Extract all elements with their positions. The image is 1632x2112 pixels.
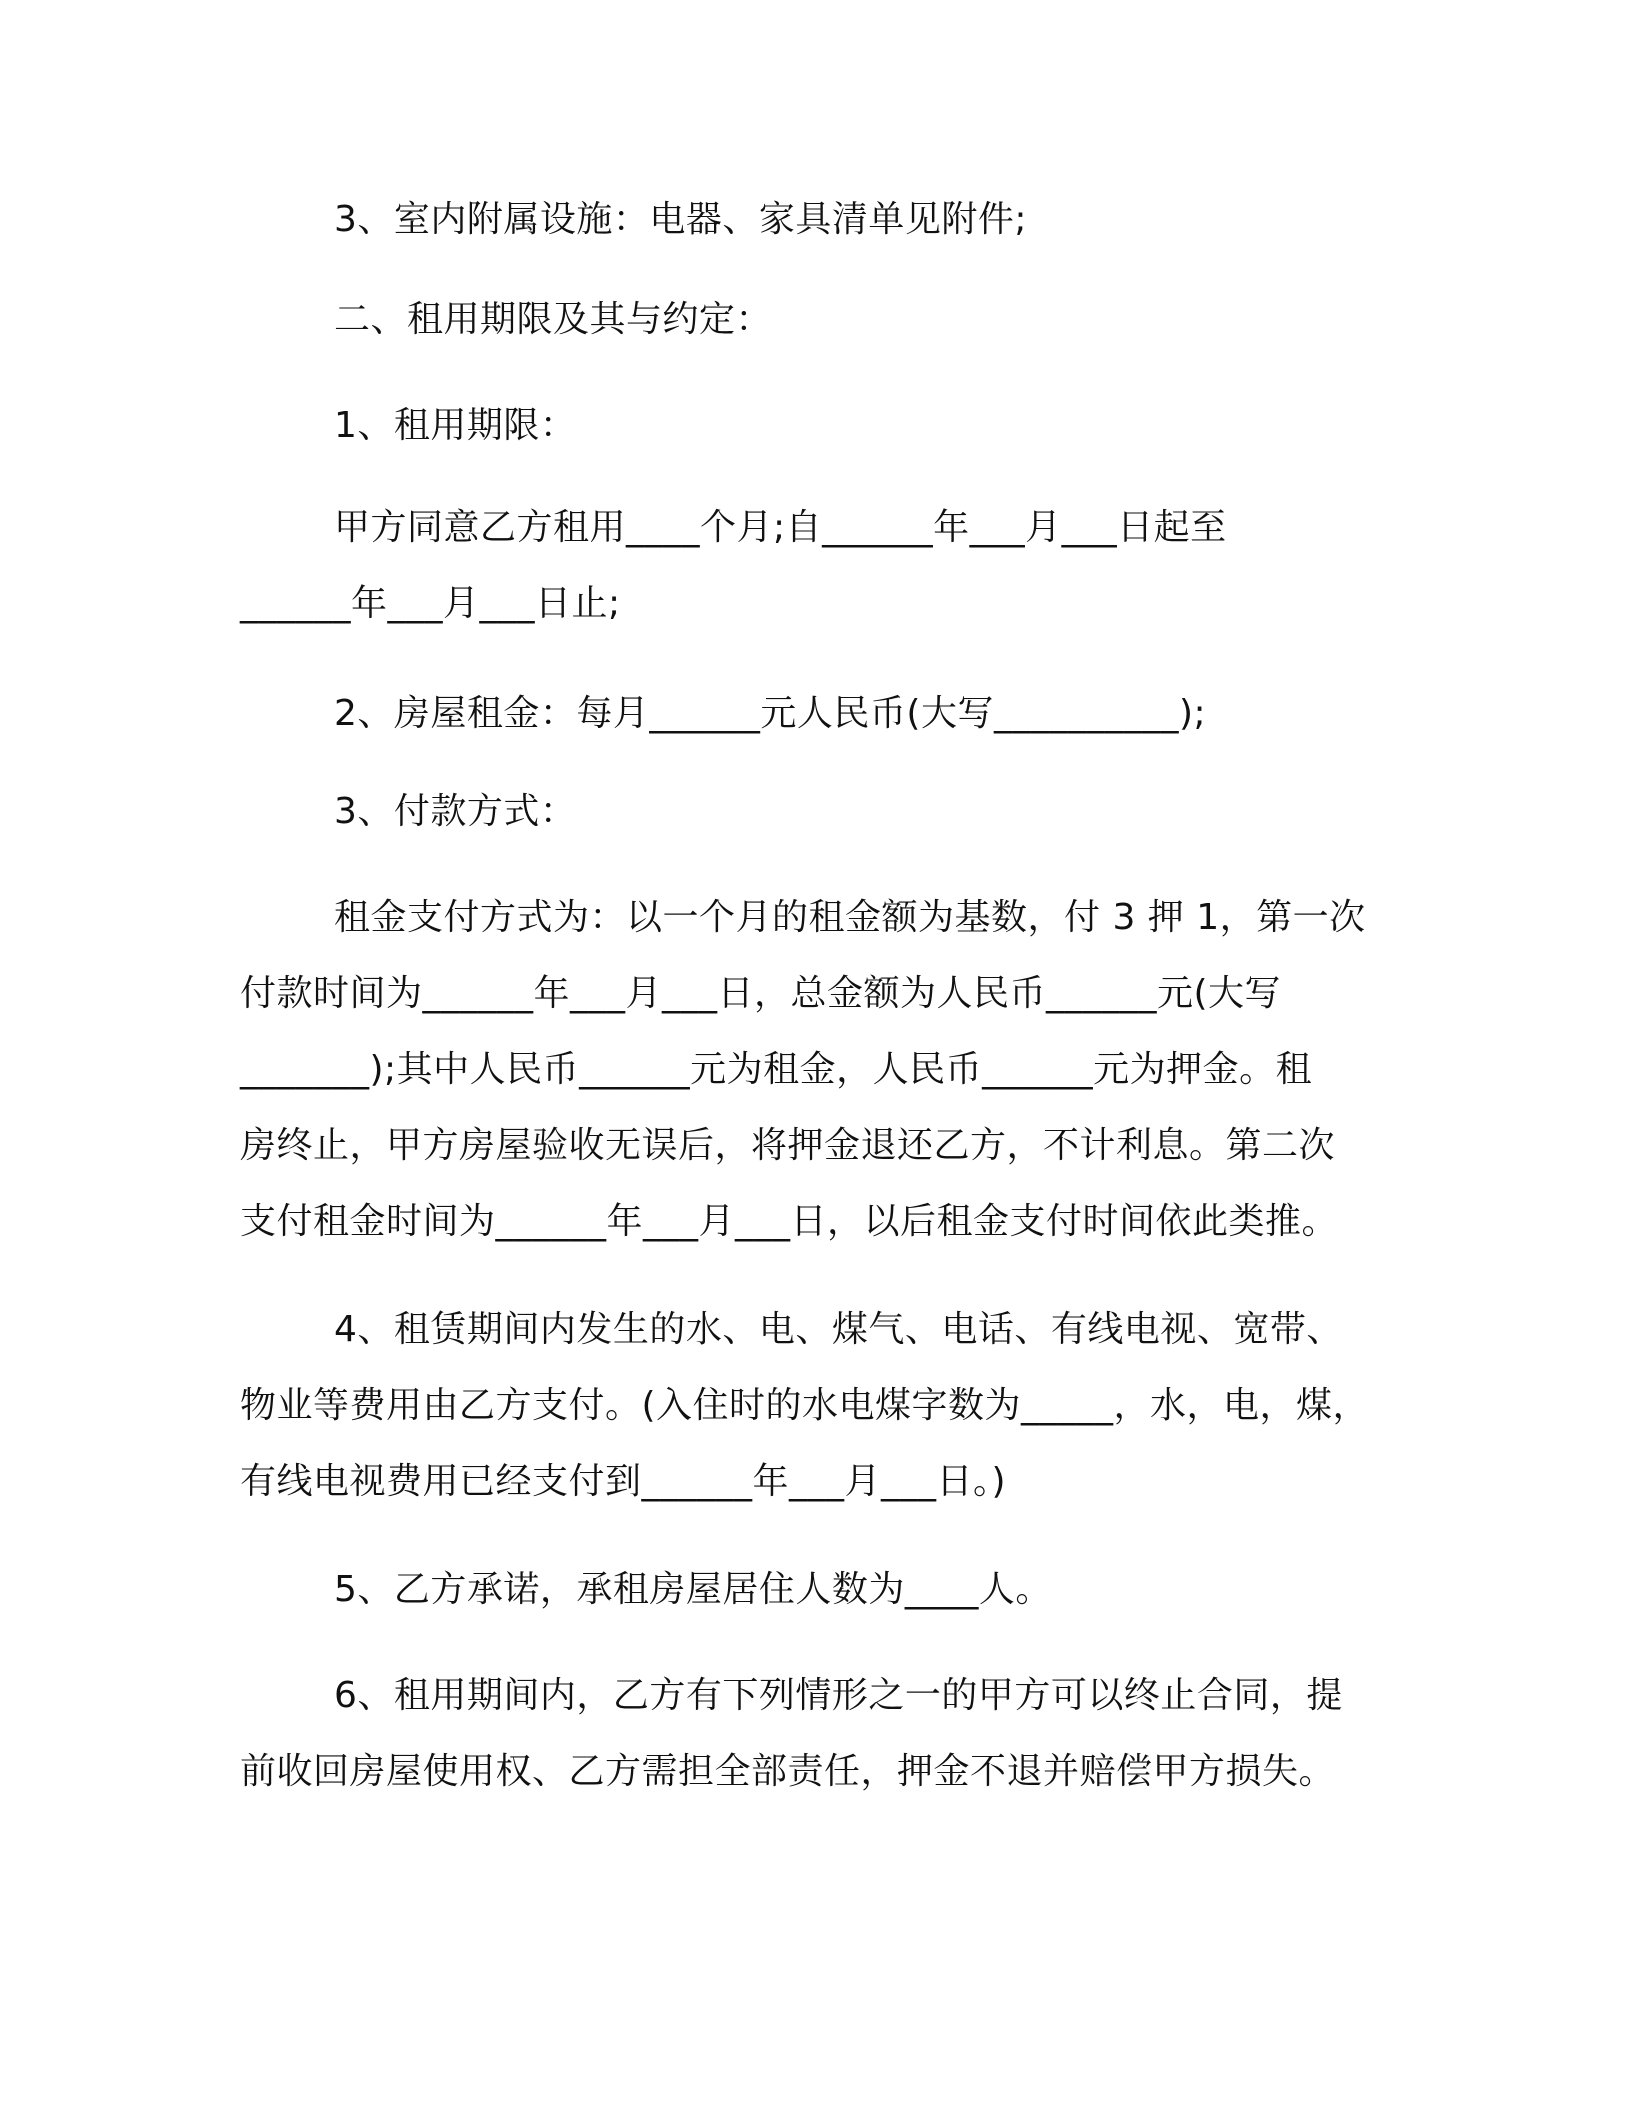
text-line: 5、乙方承诺，承租房屋居住人数为____人。 bbox=[334, 1569, 1052, 1610]
section-heading: 二、租用期限及其与约定： bbox=[334, 299, 773, 340]
text-line: _______);其中人民币______元为租金，人民币______元为押金。租 bbox=[240, 1049, 1313, 1090]
text-line: 3、付款方式： bbox=[334, 791, 577, 832]
text-line: 前收回房屋使用权、乙方需担全部责任，押金不退并赔偿甲方损失。 bbox=[240, 1751, 1336, 1792]
text-line: 租金支付方式为：以一个月的租金额为基数，付 3 押 1，第一次 bbox=[334, 897, 1366, 938]
text-line: 3、室内附属设施：电器、家具清单见附件; bbox=[334, 199, 1028, 240]
text-line: 6、租用期间内，乙方有下列情形之一的甲方可以终止合同，提 bbox=[334, 1675, 1343, 1716]
text-line: 支付租金时间为______年___月___日，以后租金支付时间依此类推。 bbox=[240, 1201, 1339, 1242]
text-line: 付款时间为______年___月___日，总金额为人民币______元(大写 bbox=[240, 973, 1282, 1014]
text-line: 2、房屋租金：每月______元人民币(大写__________); bbox=[334, 693, 1207, 734]
text-line: 有线电视费用已经支付到______年___月___日。) bbox=[240, 1461, 1007, 1502]
text-line: 物业等费用由乙方支付。(入住时的水电煤字数为_____，水，电，煤， bbox=[240, 1385, 1370, 1426]
text-line: 4、租赁期间内发生的水、电、煤气、电话、有线电视、宽带、 bbox=[334, 1309, 1343, 1350]
text-line: 1、租用期限： bbox=[334, 405, 577, 446]
text-line: ______年___月___日止; bbox=[240, 583, 621, 624]
text-line: 房终止，甲方房屋验收无误后，将押金退还乙方，不计利息。第二次 bbox=[240, 1125, 1336, 1166]
text-line: 甲方同意乙方租用____个月;自______年___月___日起至 bbox=[334, 507, 1227, 548]
